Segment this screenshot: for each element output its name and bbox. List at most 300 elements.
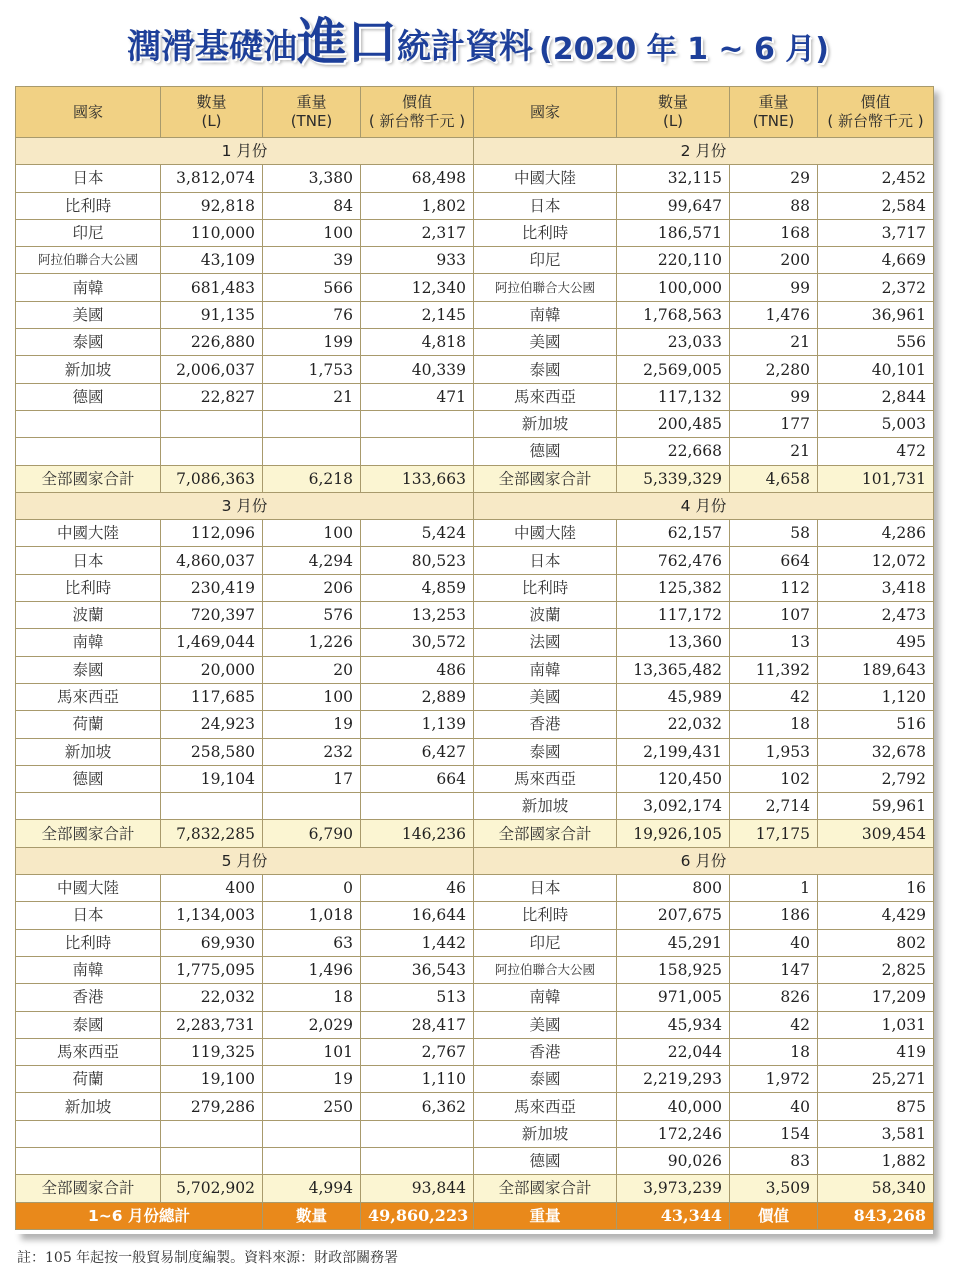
weight-cell: 29 [730,165,818,192]
country-cell: 印尼 [474,247,617,274]
value-cell: 2,145 [361,301,474,328]
value-cell: 4,429 [818,902,934,929]
value-cell: 3,581 [818,1120,934,1147]
subtotal-quantity: 7,086,363 [161,465,263,492]
table-row [16,902,934,929]
country-cell: 馬來西亞 [474,383,617,410]
subtotal-value: 101,731 [818,465,934,492]
table-row [16,356,934,383]
subtotal-value: 133,663 [361,465,474,492]
table-row [16,765,934,792]
quantity-cell: 971,005 [617,984,730,1011]
table-row [16,875,934,902]
quantity-cell: 172,246 [617,1120,730,1147]
weight-cell: 101 [263,1038,361,1065]
table-row [16,1011,934,1038]
subtotal-label: 全部國家合計 [474,820,617,847]
title-prefix: 潤滑基礎油 [126,27,297,67]
country-cell: 泰國 [474,1066,617,1093]
header-value-line: 價值 [401,93,432,111]
weight-cell: 2,714 [730,793,818,820]
value-cell: 472 [818,438,934,465]
quantity-cell: 279,286 [161,1093,263,1120]
quantity-cell: 19,100 [161,1066,263,1093]
empty-cell [161,410,263,437]
quantity-cell: 400 [161,875,263,902]
country-cell: 馬來西亞 [16,1038,161,1065]
weight-cell: 199 [263,329,361,356]
value-cell: 516 [818,711,934,738]
value-cell: 2,844 [818,383,934,410]
value-cell: 495 [818,629,934,656]
table-row [16,1120,934,1147]
quantity-cell: 13,365,482 [617,656,730,683]
quantity-cell: 92,818 [161,192,263,219]
weight-cell: 100 [263,520,361,547]
statistics-table [15,86,934,1230]
value-cell: 1,110 [361,1066,474,1093]
country-cell: 泰國 [474,738,617,765]
subtotal-quantity: 19,926,105 [617,820,730,847]
grand-quantity-label: 數量 [263,1202,361,1229]
weight-cell: 83 [730,1147,818,1174]
weight-cell: 2,280 [730,356,818,383]
header-value-line: ( 新台幣千元 ) [827,112,924,130]
quantity-cell: 19,104 [161,765,263,792]
header-qty-line: (L) [201,112,222,130]
country-cell: 美國 [16,301,161,328]
header-qty [617,87,730,138]
weight-cell: 177 [730,410,818,437]
table-row [16,329,934,356]
weight-cell: 566 [263,274,361,301]
weight-cell: 17 [263,765,361,792]
quantity-cell: 1,775,095 [161,956,263,983]
header-weight-line: 重量 [758,93,789,111]
header-country: 國家 [16,87,161,138]
value-cell: 12,072 [818,547,934,574]
quantity-cell: 40,000 [617,1093,730,1120]
statistics-table-container [15,86,933,1234]
quantity-cell: 4,860,037 [161,547,263,574]
subtotal-quantity: 7,832,285 [161,820,263,847]
subtotal-label: 全部國家合計 [16,465,161,492]
value-cell: 36,961 [818,301,934,328]
value-cell: 25,271 [818,1066,934,1093]
quantity-cell: 2,569,005 [617,356,730,383]
country-cell: 德國 [474,1147,617,1174]
empty-cell [161,793,263,820]
table-row [16,247,934,274]
grand-total-row [16,1202,934,1229]
quantity-cell: 45,934 [617,1011,730,1038]
quantity-cell: 2,283,731 [161,1011,263,1038]
country-cell: 波蘭 [16,602,161,629]
subtotal-label: 全部國家合計 [16,1175,161,1202]
weight-cell: 0 [263,875,361,902]
quantity-cell: 119,325 [161,1038,263,1065]
subtotal-row [16,465,934,492]
table-row [16,956,934,983]
grand-weight-label: 重量 [474,1202,617,1229]
value-cell: 2,452 [818,165,934,192]
country-cell: 南韓 [16,956,161,983]
table-row [16,192,934,219]
weight-cell: 154 [730,1120,818,1147]
quantity-cell: 681,483 [161,274,263,301]
table-row [16,929,934,956]
empty-cell [263,793,361,820]
table-row [16,547,934,574]
weight-cell: 206 [263,574,361,601]
weight-cell: 18 [730,711,818,738]
grand-weight-value: 43,344 [617,1202,730,1229]
quantity-cell: 220,110 [617,247,730,274]
value-cell: 1,120 [818,683,934,710]
weight-cell: 40 [730,1093,818,1120]
weight-cell: 99 [730,383,818,410]
country-cell: 美國 [474,1011,617,1038]
subtotal-label: 全部國家合計 [16,820,161,847]
weight-cell: 76 [263,301,361,328]
quantity-cell: 258,580 [161,738,263,765]
quantity-cell: 2,199,431 [617,738,730,765]
empty-cell [161,1120,263,1147]
value-cell: 36,543 [361,956,474,983]
weight-cell: 1,753 [263,356,361,383]
quantity-cell: 69,930 [161,929,263,956]
quantity-cell: 91,135 [161,301,263,328]
country-cell: 荷蘭 [16,1066,161,1093]
subtotal-quantity: 5,702,902 [161,1175,263,1202]
header-value [818,87,934,138]
weight-cell: 826 [730,984,818,1011]
country-cell: 泰國 [474,356,617,383]
table-row [16,738,934,765]
quantity-cell: 22,032 [161,984,263,1011]
weight-cell: 18 [263,984,361,1011]
country-cell: 德國 [474,438,617,465]
value-cell: 2,584 [818,192,934,219]
month-label: 6 月份 [474,847,934,874]
table-row [16,1093,934,1120]
month-row [16,847,934,874]
quantity-cell: 20,000 [161,656,263,683]
quantity-cell: 186,571 [617,219,730,246]
country-cell: 比利時 [16,574,161,601]
weight-cell: 42 [730,683,818,710]
subtotal-value: 93,844 [361,1175,474,1202]
quantity-cell: 200,485 [617,410,730,437]
country-cell: 馬來西亞 [16,683,161,710]
weight-cell: 21 [730,438,818,465]
value-cell: 1,031 [818,1011,934,1038]
value-cell: 4,818 [361,329,474,356]
country-cell: 比利時 [474,574,617,601]
value-cell: 2,473 [818,602,934,629]
weight-cell: 42 [730,1011,818,1038]
weight-cell: 100 [263,683,361,710]
country-cell: 新加坡 [16,738,161,765]
weight-cell: 147 [730,956,818,983]
header-weight [263,87,361,138]
country-cell: 波蘭 [474,602,617,629]
value-cell: 2,767 [361,1038,474,1065]
country-cell: 香港 [474,711,617,738]
empty-cell [16,438,161,465]
table-row [16,629,934,656]
title-suffix: 統計資料 [396,27,533,67]
quantity-cell: 22,668 [617,438,730,465]
weight-cell: 576 [263,602,361,629]
month-label: 4 月份 [474,492,934,519]
weight-cell: 21 [263,383,361,410]
subtotal-weight: 6,790 [263,820,361,847]
table-row [16,1038,934,1065]
value-cell: 5,003 [818,410,934,437]
country-cell: 泰國 [16,1011,161,1038]
country-cell: 日本 [474,875,617,902]
country-cell: 泰國 [16,656,161,683]
quantity-cell: 125,382 [617,574,730,601]
quantity-cell: 32,115 [617,165,730,192]
quantity-cell: 230,419 [161,574,263,601]
subtotal-value: 309,454 [818,820,934,847]
empty-cell [16,793,161,820]
country-cell: 中國大陸 [474,520,617,547]
value-cell: 16 [818,875,934,902]
weight-cell: 100 [263,219,361,246]
empty-cell [16,1120,161,1147]
country-cell: 泰國 [16,329,161,356]
table-row [16,656,934,683]
subtotal-weight: 17,175 [730,820,818,847]
month-label: 3 月份 [16,492,474,519]
country-cell: 香港 [16,984,161,1011]
table-row [16,165,934,192]
value-cell: 40,101 [818,356,934,383]
value-cell: 1,802 [361,192,474,219]
country-cell: 新加坡 [474,410,617,437]
value-cell: 2,889 [361,683,474,710]
subtotal-value: 146,236 [361,820,474,847]
country-cell: 阿拉伯聯合大公國 [16,247,161,274]
value-cell: 2,825 [818,956,934,983]
grand-value-value: 843,268 [818,1202,934,1229]
value-cell: 80,523 [361,547,474,574]
month-row [16,492,934,519]
weight-cell: 664 [730,547,818,574]
table-row [16,793,934,820]
weight-cell: 88 [730,192,818,219]
header-qty [161,87,263,138]
country-cell: 南韓 [474,984,617,1011]
month-row [16,138,934,165]
weight-cell: 2,029 [263,1011,361,1038]
country-cell: 德國 [16,383,161,410]
weight-cell: 18 [730,1038,818,1065]
value-cell: 419 [818,1038,934,1065]
value-cell: 4,859 [361,574,474,601]
header-value-line: ( 新台幣千元 ) [368,112,466,130]
quantity-cell: 207,675 [617,902,730,929]
weight-cell: 84 [263,192,361,219]
weight-cell: 1,953 [730,738,818,765]
value-cell: 189,643 [818,656,934,683]
country-cell: 日本 [16,902,161,929]
quantity-cell: 800 [617,875,730,902]
weight-cell: 20 [263,656,361,683]
value-cell: 3,717 [818,219,934,246]
value-cell: 486 [361,656,474,683]
weight-cell: 39 [263,247,361,274]
quantity-cell: 45,291 [617,929,730,956]
value-cell: 13,253 [361,602,474,629]
weight-cell: 19 [263,711,361,738]
header-weight-line: 重量 [296,93,327,111]
weight-cell: 107 [730,602,818,629]
quantity-cell: 1,768,563 [617,301,730,328]
table-row [16,574,934,601]
quantity-cell: 22,032 [617,711,730,738]
country-cell: 日本 [474,192,617,219]
value-cell: 875 [818,1093,934,1120]
value-cell: 802 [818,929,934,956]
weight-cell: 63 [263,929,361,956]
quantity-cell: 43,109 [161,247,263,274]
country-cell: 荷蘭 [16,711,161,738]
value-cell: 30,572 [361,629,474,656]
quantity-cell: 22,044 [617,1038,730,1065]
table-row [16,1147,934,1174]
quantity-cell: 1,469,044 [161,629,263,656]
title-emphasis: 進口 [296,12,397,71]
weight-cell: 186 [730,902,818,929]
grand-quantity-value: 49,860,223 [361,1202,474,1229]
value-cell: 556 [818,329,934,356]
quantity-cell: 22,827 [161,383,263,410]
country-cell: 中國大陸 [16,875,161,902]
table-row [16,602,934,629]
weight-cell: 4,294 [263,547,361,574]
table-row [16,274,934,301]
empty-cell [361,1147,474,1174]
country-cell: 阿拉伯聯合大公國 [474,274,617,301]
weight-cell: 112 [730,574,818,601]
table-row [16,383,934,410]
header-country: 國家 [474,87,617,138]
empty-cell [161,438,263,465]
value-cell: 68,498 [361,165,474,192]
table-row [16,711,934,738]
subtotal-value: 58,340 [818,1175,934,1202]
value-cell: 17,209 [818,984,934,1011]
header-qty-line: 數量 [657,93,688,111]
quantity-cell: 1,134,003 [161,902,263,929]
weight-cell: 168 [730,219,818,246]
value-cell: 1,442 [361,929,474,956]
country-cell: 南韓 [16,274,161,301]
value-cell: 40,339 [361,356,474,383]
weight-cell: 1,226 [263,629,361,656]
weight-cell: 21 [730,329,818,356]
subtotal-weight: 6,218 [263,465,361,492]
header-value-line: 價值 [860,93,891,111]
weight-cell: 102 [730,765,818,792]
value-cell: 664 [361,765,474,792]
country-cell: 比利時 [474,902,617,929]
empty-cell [361,438,474,465]
header-qty-line: 數量 [196,93,227,111]
value-cell: 1,139 [361,711,474,738]
page-title [0,12,956,74]
country-cell: 美國 [474,329,617,356]
quantity-cell: 100,000 [617,274,730,301]
country-cell: 德國 [16,765,161,792]
weight-cell: 19 [263,1066,361,1093]
table-row [16,219,934,246]
weight-cell: 58 [730,520,818,547]
country-cell: 日本 [16,547,161,574]
weight-cell: 99 [730,274,818,301]
empty-cell [361,1120,474,1147]
quantity-cell: 117,132 [617,383,730,410]
quantity-cell: 99,647 [617,192,730,219]
subtotal-row [16,1175,934,1202]
value-cell: 4,669 [818,247,934,274]
subtotal-label: 全部國家合計 [474,465,617,492]
quantity-cell: 117,172 [617,602,730,629]
header-weight-line: (TNE) [290,112,333,130]
quantity-cell: 90,026 [617,1147,730,1174]
empty-cell [263,1120,361,1147]
weight-cell: 3,380 [263,165,361,192]
table-row [16,683,934,710]
country-cell: 比利時 [16,929,161,956]
subtotal-weight: 4,994 [263,1175,361,1202]
subtotal-label: 全部國家合計 [474,1175,617,1202]
country-cell: 新加坡 [16,356,161,383]
country-cell: 新加坡 [474,1120,617,1147]
country-cell: 美國 [474,683,617,710]
country-cell: 印尼 [16,219,161,246]
header-weight [730,87,818,138]
value-cell: 513 [361,984,474,1011]
weight-cell: 200 [730,247,818,274]
value-cell: 12,340 [361,274,474,301]
empty-cell [16,1147,161,1174]
value-cell: 16,644 [361,902,474,929]
table-row [16,410,934,437]
value-cell: 32,678 [818,738,934,765]
quantity-cell: 3,812,074 [161,165,263,192]
country-cell: 日本 [16,165,161,192]
weight-cell: 1,476 [730,301,818,328]
header-qty-line: (L) [662,112,684,130]
weight-cell: 1,496 [263,956,361,983]
country-cell: 南韓 [16,629,161,656]
country-cell: 法國 [474,629,617,656]
table-row [16,520,934,547]
value-cell: 2,372 [818,274,934,301]
country-cell: 馬來西亞 [474,765,617,792]
country-cell: 比利時 [474,219,617,246]
weight-cell: 250 [263,1093,361,1120]
month-label: 1 月份 [16,138,474,165]
header-value [361,87,474,138]
quantity-cell: 117,685 [161,683,263,710]
value-cell: 933 [361,247,474,274]
